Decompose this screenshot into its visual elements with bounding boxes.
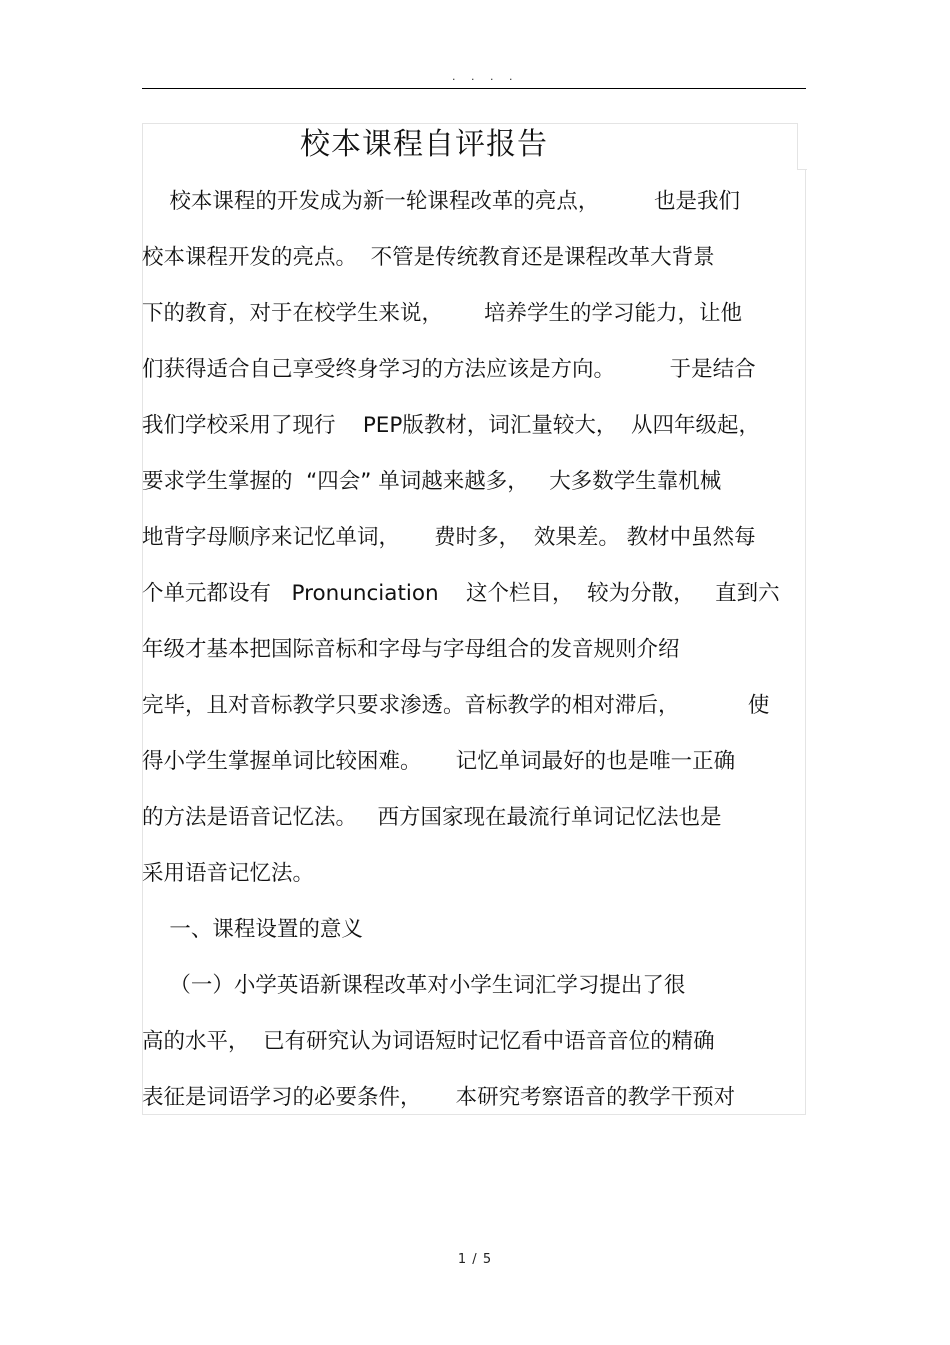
- body-line: 要求学生掌握的 “四会” 单词越来越多， 大多数学生靠机械: [142, 469, 722, 494]
- body-line: 校本课程开发的亮点。 不管是传统教育还是课程改革大背景: [142, 245, 715, 270]
- document-title: 校本课程自评报告: [300, 127, 548, 162]
- body-line: 采用语音记忆法。: [142, 861, 315, 886]
- body-line: 表征是词语学习的必要条件， 本研究考察语音的教学干预对: [142, 1085, 736, 1110]
- section-heading: 一、课程设置的意义: [142, 917, 363, 942]
- body-line: 我们学校采用了现行 PEP版教材，词汇量较大， 从四年级起，: [142, 413, 761, 438]
- page-number: 1 / 5: [457, 1252, 493, 1267]
- body-line: 个单元都设有 Pronunciation 这个栏目， 较为分散， 直到六: [142, 581, 780, 606]
- body-line: 高的水平， 已有研究认为词语短时记忆看中语音音位的精确: [142, 1029, 715, 1054]
- body-line: 地背字母顺序来记忆单词， 费时多， 效果差。 教材中虽然每: [142, 525, 756, 550]
- subsection-heading: （一）小学英语新课程改革对小学生词汇学习提出了很: [142, 973, 686, 998]
- body-line: 下的教育，对于在校学生来说， 培养学生的学习能力，让他: [142, 301, 743, 326]
- body-line: 们获得适合自己享受终身学习的方法应该是方向。 于是结合: [142, 357, 756, 382]
- body-line: 校本课程的开发成为新一轮课程改革的亮点， 也是我们: [142, 189, 741, 214]
- header-dots: . . . .: [452, 70, 519, 83]
- header-rule: [142, 88, 806, 89]
- frame-notch: [797, 123, 807, 170]
- body-line: 得小学生掌握单词比较困难。 记忆单词最好的也是唯一正确: [142, 749, 736, 774]
- body-line: 完毕，且对音标教学只要求渗透。音标教学的相对滞后， 使: [142, 693, 770, 718]
- body-line: 的方法是语音记忆法。 西方国家现在最流行单词记忆法也是: [142, 805, 722, 830]
- body-line: 年级才基本把国际音标和字母与字母组合的发音规则介绍: [142, 637, 680, 662]
